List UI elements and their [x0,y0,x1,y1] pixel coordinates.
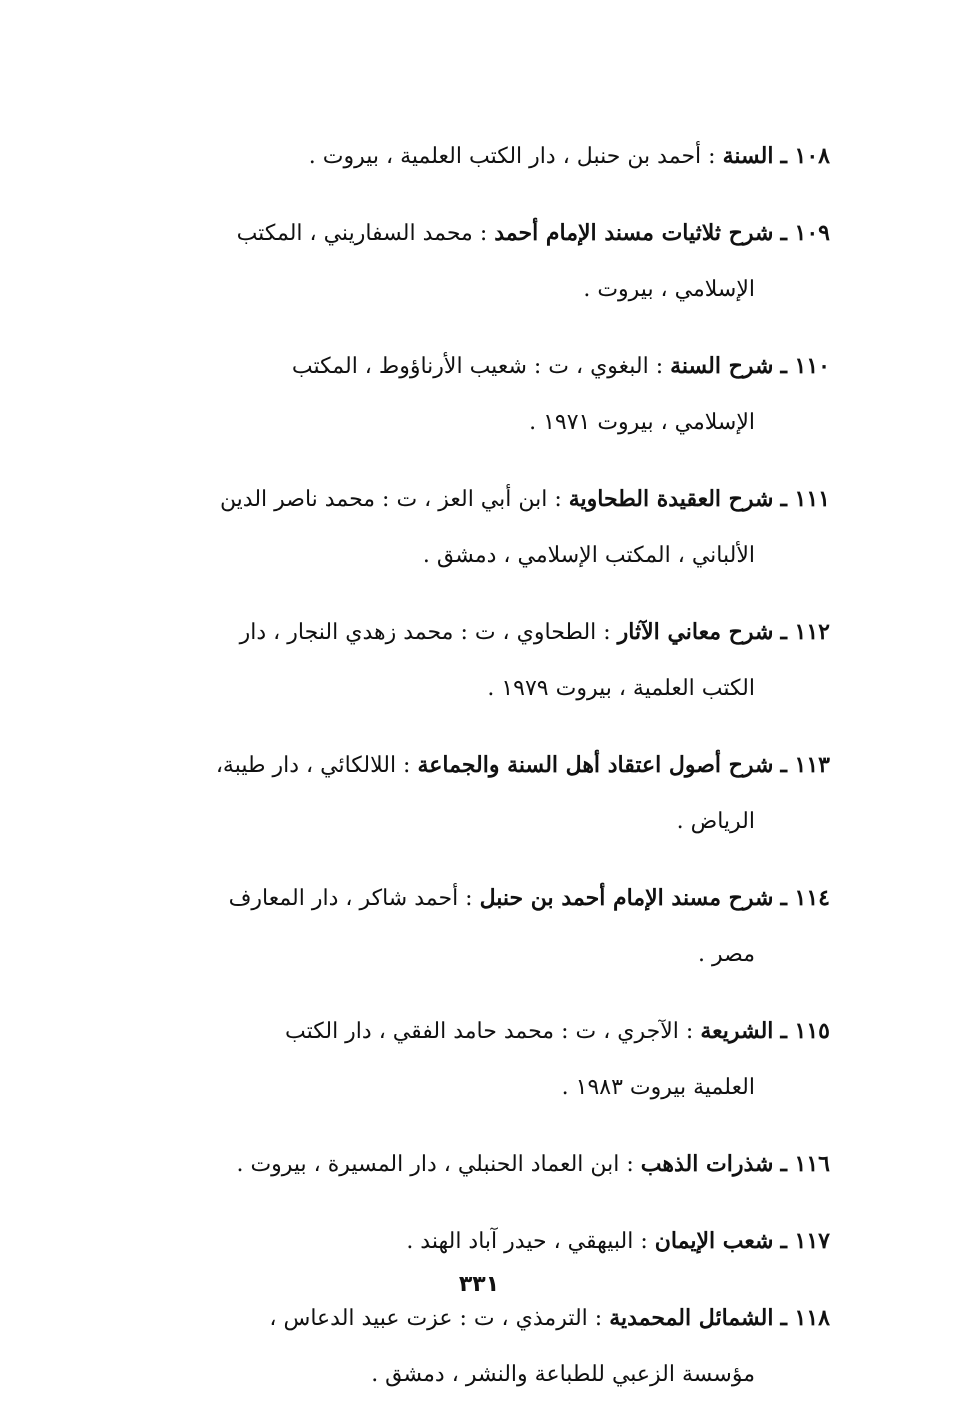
entry-number: ١١٢ ـ [780,619,830,645]
entry-number: ١١٤ ـ [780,885,830,911]
entry-title: شرح أصول اعتقاد أهل السنة والجماعة [417,752,774,778]
entry-continuation: الكتب العلمية ، بيروت ١٩٧٩ . [487,676,755,701]
entry-number: ١١١ ـ [780,486,830,512]
entry-110 [150,338,830,451]
entry-details: : الترمذي ، ت : عزت عبيد الدعاس ، [269,1306,603,1331]
entry-115 [150,1003,830,1116]
entry-details: : البغوي ، ت : شعيب الأرناؤوط ، المكتب [291,354,664,379]
entry-details: : الطحاوي ، ت : محمد زهدي النجار ، دار [239,620,611,645]
entry-title: شرح معاني الآثار [617,619,774,645]
entry-continuation: الإسلامي ، بيروت ١٩٧١ . [529,410,755,435]
entry-number: ١٠٨ ـ [780,143,830,169]
entry-116 [150,1136,830,1193]
entry-details: : اللالكائي ، دار طيبة، [215,753,411,778]
entry-details: : ابن أبي العز ، ت : محمد ناصر الدين [219,487,562,512]
entry-117 [150,1213,830,1270]
entry-number: ١١٨ ـ [780,1305,830,1331]
entry-title: شرح ثلاثيات مسند الإمام أحمد [494,220,774,246]
entry-title: شرح العقيدة الطحاوية [568,486,774,512]
entry-details: : البيهقي ، حيدر آباد الهند . [406,1229,648,1254]
entry-113 [150,737,830,850]
entry-title: شرح مسند الإمام أحمد بن حنبل [479,885,774,911]
entry-title: السنة [722,143,774,169]
entry-details: : أحمد بن حنبل ، دار الكتب العلمية ، بيروت . [308,144,716,169]
entry-continuation: مصر . [698,942,755,967]
entry-details: : الآجري ، ت : محمد حامد الفقي ، دار الكتب [284,1019,694,1044]
page-number: ٣٣١ [458,1272,500,1297]
entry-details: : محمد السفاريني ، المكتب [236,221,488,246]
entry-number: ١١٥ ـ [780,1018,830,1044]
entry-number: ١١٧ ـ [780,1228,830,1254]
entry-114 [150,870,830,983]
entry-title: الشريعة [700,1018,774,1044]
entry-number: ١١٣ ـ [780,752,830,778]
entry-continuation: الإسلامي ، بيروت . [583,277,755,302]
entry-112 [150,604,830,717]
entry-number: ١١٠ ـ [780,353,830,379]
entry-continuation: الألباني ، المكتب الإسلامي ، دمشق . [422,543,755,568]
entry-title: شذرات الذهب [640,1151,774,1177]
entry-109 [150,205,830,318]
entry-111 [150,471,830,584]
bibliography-list [150,128,830,1423]
entry-title: الشمائل المحمدية [609,1305,774,1331]
entry-number: ١٠٩ ـ [780,220,830,246]
entry-title: شعب الإيمان [654,1228,774,1254]
entry-118 [150,1290,830,1403]
entry-title: شرح السنة [670,353,774,379]
entry-details: : أحمد شاكر ، دار المعارف [228,886,473,911]
entry-number: ١١٦ ـ [780,1151,830,1177]
entry-108 [150,128,830,185]
entry-details: : ابن العماد الحنبلي ، دار المسيرة ، بيروت . [236,1152,634,1177]
entry-continuation: مؤسسة الزعبي للطباعة والنشر ، دمشق . [371,1362,755,1387]
entry-continuation: الرياض . [676,809,755,834]
entry-continuation: العلمية بيروت ١٩٨٣ . [561,1075,755,1100]
